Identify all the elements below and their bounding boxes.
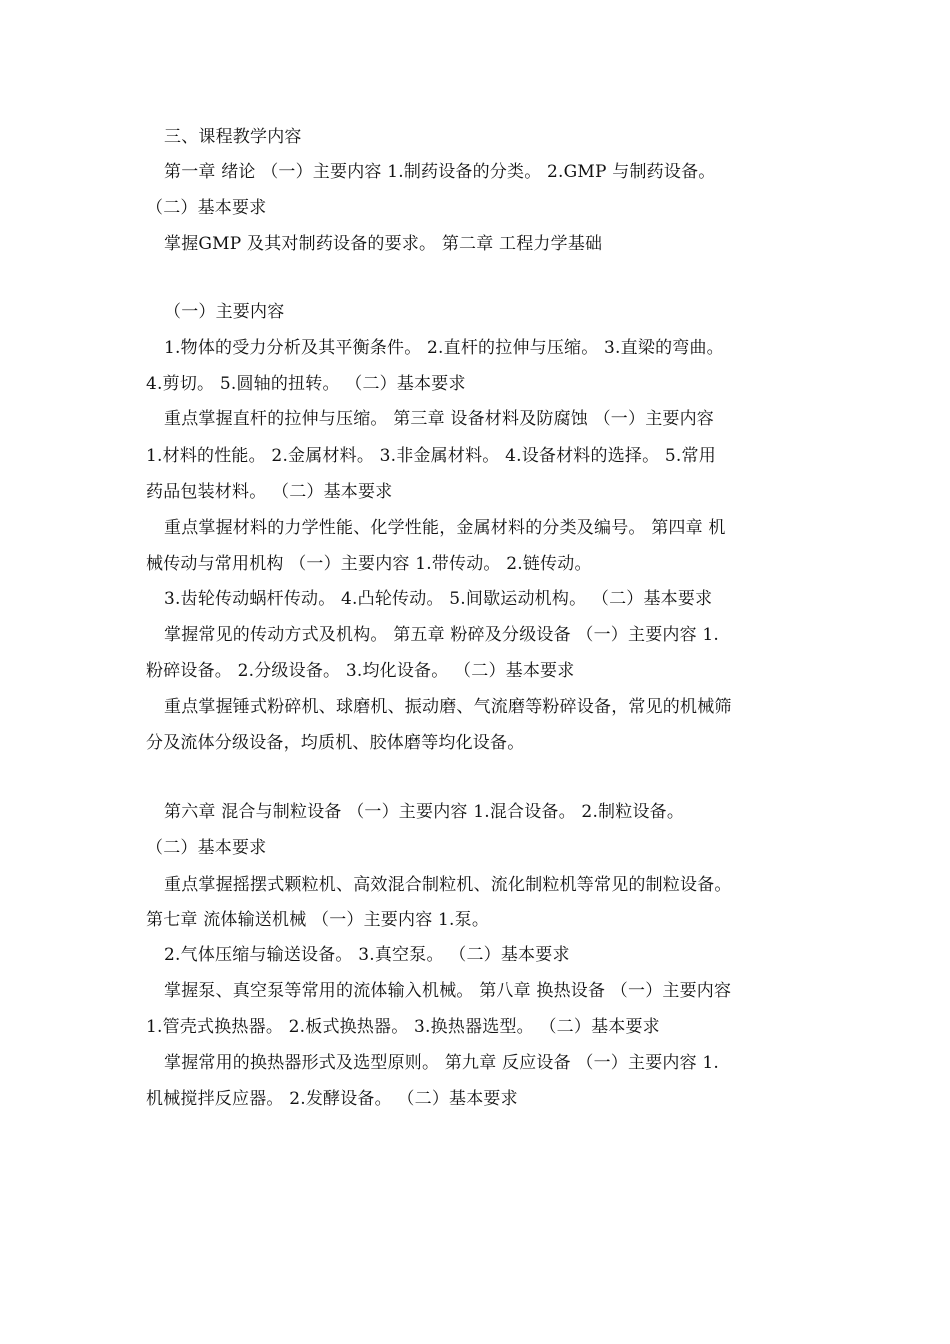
text-line: 重点掌握锤式粉碎机、球磨机、振动磨、气流磨等粉碎设备，常见的机械筛	[164, 697, 732, 717]
text-line: 3.齿轮传动蜗杆传动。 4.凸轮传动。 5.间歇运动机构。 （二）基本要求	[164, 589, 713, 609]
text-line: 4.剪切。 5.圆轴的扭转。 （二）基本要求	[146, 374, 466, 394]
text-line: （二）基本要求	[146, 198, 267, 218]
text-line: 第一章 绪论 （一）主要内容 1.制药设备的分类。 2.GMP 与制药设备。	[164, 162, 716, 182]
text-line: 掌握GMP 及其对制药设备的要求。 第二章 工程力学基础	[164, 234, 603, 254]
text-line: 分及流体分级设备，均质机、胶体磨等均化设备。	[146, 733, 525, 753]
text-line: 药品包装材料。 （二）基本要求	[146, 482, 393, 502]
text-line: 1.材料的性能。 2.金属材料。 3.非金属材料。 4.设备材料的选择。 5.常用	[146, 446, 716, 466]
text-line: 重点掌握直杆的拉伸与压缩。 第三章 设备材料及防腐蚀 （一）主要内容	[164, 409, 715, 429]
text-line: 掌握常用的换热器形式及选型原则。 第九章 反应设备 （一）主要内容 1.	[164, 1053, 720, 1073]
text-line: 第六章 混合与制粒设备 （一）主要内容 1.混合设备。 2.制粒设备。	[164, 802, 685, 822]
text-line: 粉碎设备。 2.分级设备。 3.均化设备。 （二）基本要求	[146, 661, 575, 681]
text-line: 掌握常见的传动方式及机构。 第五章 粉碎及分级设备 （一）主要内容 1.	[164, 625, 720, 645]
text-line: 重点掌握材料的力学性能、化学性能，金属材料的分类及编号。 第四章 机	[164, 518, 726, 538]
text-line: 2.气体压缩与输送设备。 3.真空泵。 （二）基本要求	[164, 945, 570, 965]
text-line: 重点掌握摇摆式颗粒机、高效混合制粒机、流化制粒机等常见的制粒设备。	[164, 875, 732, 895]
text-line: （二）基本要求	[146, 838, 267, 858]
text-line: 械传动与常用机构 （一）主要内容 1.带传动。 2.链传动。	[146, 554, 592, 574]
text-line: 机械搅拌反应器。 2.发酵设备。 （二）基本要求	[146, 1089, 518, 1109]
text-line: 1.管壳式换热器。 2.板式换热器。 3.换热器选型。 （二）基本要求	[146, 1017, 660, 1037]
text-line: 1.物体的受力分析及其平衡条件。 2.直杆的拉伸与压缩。 3.直梁的弯曲。	[164, 338, 724, 358]
text-line: （一）主要内容	[164, 302, 285, 322]
text-line: 掌握泵、真空泵等常用的流体输入机械。 第八章 换热设备 （一）主要内容	[164, 981, 732, 1001]
text-line: 第七章 流体输送机械 （一）主要内容 1.泵。	[146, 910, 490, 930]
section-heading: 三、课程教学内容	[164, 127, 302, 147]
